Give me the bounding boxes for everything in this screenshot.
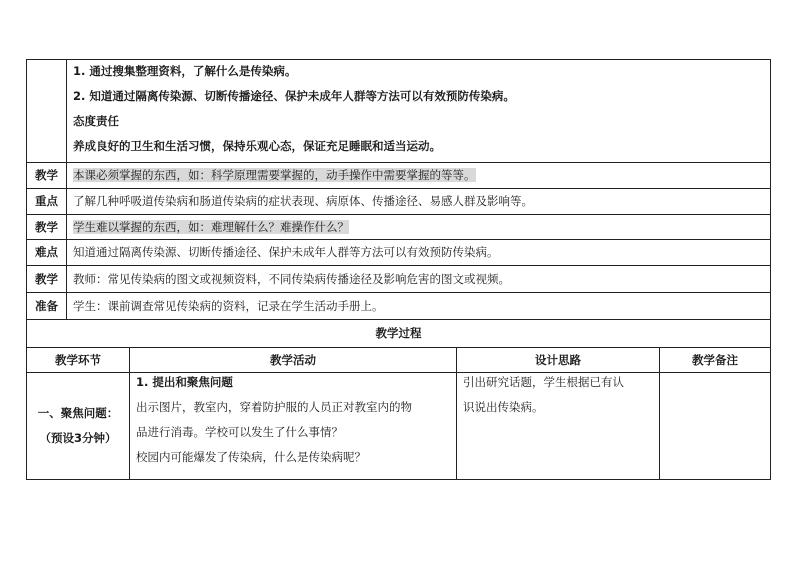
stage1-activity-title: 1. 提出和聚焦问题 [136, 375, 233, 389]
stage1-notes [660, 373, 771, 480]
difficult-points-label-top: 教学 [27, 215, 67, 240]
preparation-student-row [27, 293, 771, 320]
goals-label-cell [27, 60, 67, 163]
header-stage: 教学环节 [27, 348, 130, 373]
stage1-duration: （预设3分钟） [39, 431, 117, 445]
key-points-hint-cell [67, 163, 771, 189]
stage1-design-line-2: 识说出传染病。 [463, 400, 544, 414]
preparation-student: 学生：课前调查常见传染病的资料，记录在学生活动手册上。 [67, 293, 771, 320]
header-design: 设计思路 [457, 348, 660, 373]
stage1-activity-line-3: 校园内可能爆发了传染病，什么是传染病呢？ [136, 450, 366, 464]
preparation-teacher-row [27, 266, 771, 293]
difficult-points-hint-cell [67, 215, 771, 240]
key-points-label-bottom: 重点 [27, 189, 67, 215]
process-header-row [27, 348, 771, 373]
preparation-label-top: 教学 [27, 266, 67, 293]
stage1-activity-line-1: 出示图片，教室内，穿着防护服的人员正对教室内的物 [136, 400, 412, 414]
key-points-label-top: 教学 [27, 163, 67, 189]
difficult-points-content: 知道通过隔离传染源、切断传播途径、保护未成年人群等方法可以有效预防传染病。 [67, 240, 771, 266]
stage1-activity-cell [130, 373, 457, 480]
goal-line-3: 态度责任 [73, 114, 119, 128]
preparation-teacher: 教师：常见传染病的图文或视频资料，不同传染病传播途径及影响危害的图文或视频。 [67, 266, 771, 293]
key-points-content: 了解几种呼吸道传染病和肠道传染病的症状表现、病原体、传播途径、易感人群及影响等。 [67, 189, 771, 215]
header-activity: 教学活动 [130, 348, 457, 373]
goal-line-4: 养成良好的卫生和生活习惯，保持乐观心态，保证充足睡眠和适当运动。 [73, 139, 441, 153]
stage1-row [27, 373, 771, 480]
goal-line-1: 1. 通过搜集整理资料，了解什么是传染病。 [73, 64, 297, 78]
header-notes: 教学备注 [660, 348, 771, 373]
stage1-design-line-1: 引出研究话题，学生根据已有认 [463, 375, 624, 389]
stage1-activity-line-2: 品进行消毒。学校可以发生了什么事情？ [136, 425, 343, 439]
stage1-cell [27, 373, 130, 480]
key-points-hint-row [27, 163, 771, 189]
process-title: 教学过程 [27, 320, 771, 348]
goals-row [27, 60, 771, 163]
difficult-points-row [27, 240, 771, 266]
key-points-hint: 本课必须掌握的东西，如：科学原理需要掌握的，动手操作中需要掌握的等等。 [73, 168, 476, 182]
preparation-label-bottom: 准备 [27, 293, 67, 320]
goals-cell [67, 60, 771, 163]
difficult-points-hint-row [27, 215, 771, 240]
stage1-name: 一、聚焦问题： [37, 406, 119, 420]
difficult-points-hint: 学生难以掌握的东西，如：难理解什么？难操作什么？ [73, 219, 349, 234]
difficult-points-label-bottom: 难点 [27, 240, 67, 266]
lesson-plan-table [26, 59, 771, 480]
process-title-row [27, 320, 771, 348]
goal-line-2: 2. 知道通过隔离传染源、切断传播途径、保护未成年人群等方法可以有效预防传染病。 [73, 89, 515, 103]
stage1-design-cell [457, 373, 660, 480]
key-points-row [27, 189, 771, 215]
